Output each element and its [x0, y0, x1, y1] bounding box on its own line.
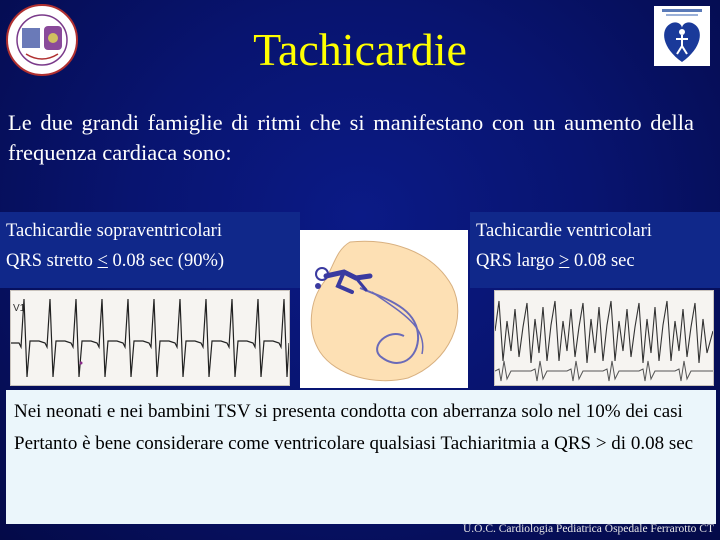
- qrs-wide-prefix: QRS largo: [476, 251, 559, 271]
- clinical-note: [6, 390, 716, 524]
- supraventricular-title: Tachicardie sopraventricolari: [6, 221, 222, 241]
- ventricular-qrs: [476, 246, 714, 276]
- qrs-wide-suffix: 0.08 sec: [569, 251, 635, 271]
- ecg-strip-narrow-qrs: [10, 290, 290, 386]
- qrs-narrow-suffix: 0.08 sec (90%): [107, 251, 225, 271]
- qrs-narrow-prefix: QRS stretto: [6, 251, 98, 271]
- note-line-neonates: Nei neonati e nei bambini TSV si presenta condotta con aberranza solo nel 10% dei casi: [14, 401, 683, 422]
- ventricular-box: [470, 212, 720, 288]
- footer-credit: U.O.C. Cardiologia Pediatrica Ospedale Ferrarotto CT: [462, 523, 714, 535]
- supraventricular-box: [0, 212, 300, 288]
- ecg-strip-wide-qrs: [494, 290, 714, 386]
- intro-text: Le due grandi famiglie di ritmi che si manifestano con un aumento della frequenza cardiaca sono:: [8, 110, 694, 165]
- ecg-lead-label: V1: [13, 303, 26, 314]
- supraventricular-qrs: [6, 246, 294, 276]
- runner-in-heart-illustration: [300, 230, 468, 388]
- greater-equal-symbol: >: [558, 251, 570, 271]
- less-equal-symbol: <: [97, 251, 108, 271]
- ventricular-title: Tachicardie ventricolari: [476, 221, 652, 241]
- slide-title: Tachicardie: [253, 24, 467, 75]
- note-line-recommendation: Pertanto è bene considerare come ventricolare qualsiasi Tachiaritmia a QRS > di 0.08 sec: [14, 433, 694, 454]
